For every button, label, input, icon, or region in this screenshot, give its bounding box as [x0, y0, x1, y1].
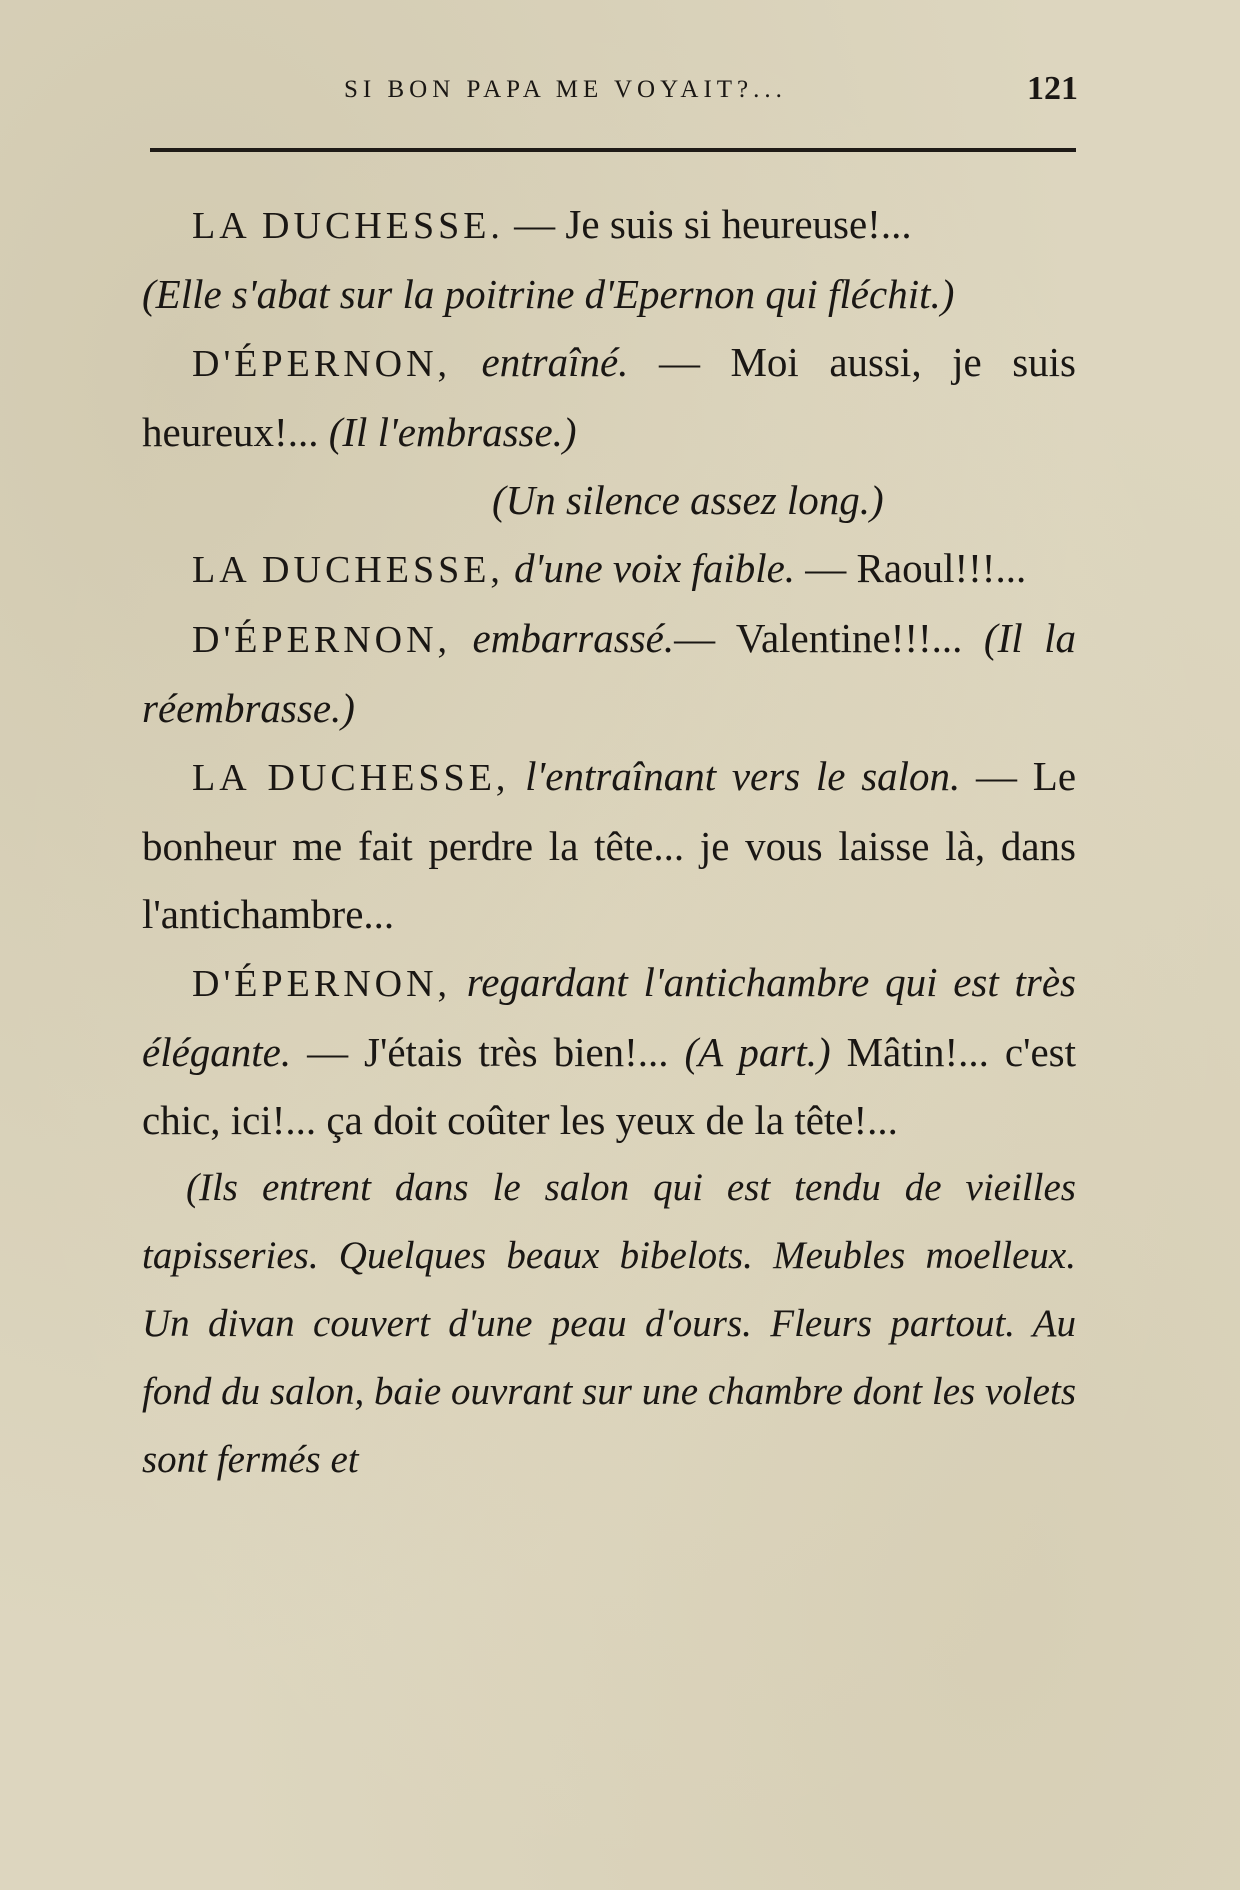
- speaker-direction: d'une voix faible.: [514, 545, 796, 591]
- speech-text: Le bonheur me fait perdre la tête... je vous laisse là, dans l'antichambre...: [142, 753, 1077, 937]
- speaker-name: D'ÉPERNON,: [192, 619, 452, 661]
- dialogue-line: [142, 328, 1076, 466]
- speech-text: Je suis si heureuse!...: [565, 201, 912, 247]
- stage-direction: (Un silence assez long.): [492, 477, 884, 523]
- speaker-direction: embarrassé.: [472, 615, 675, 661]
- dialogue-line: [142, 948, 1076, 1154]
- inline-stage-direction: (Il l'embrasse.): [328, 409, 577, 455]
- dash-separator: —: [628, 339, 731, 385]
- speaker-direction: regardant l'antichambre qui est très élégante.: [142, 959, 1077, 1075]
- speaker-name: D'ÉPERNON,: [192, 963, 452, 1005]
- stage-direction: (Elle s'abat sur la poitrine d'Epernon qui fléchit.): [142, 271, 955, 317]
- stage-direction: (Ils entrent dans le salon qui est tendu de vieilles tapisseries. Quelques beaux bibelots. Meubles moelleux. Un divan couvert d'une peau d'ours. Fleurs partout. Au fond du salon, baie ouvrant sur une chambre dont les volets sont fermés et: [142, 1166, 1076, 1481]
- text-body: [142, 190, 1076, 1494]
- dash-separator: —: [795, 545, 857, 591]
- speech-text: Moi aussi, je suis heureux!...: [142, 339, 1076, 455]
- dialogue-line: [142, 742, 1076, 948]
- speaker-name: LA DUCHESSE,: [192, 757, 510, 799]
- dash-separator: —: [674, 615, 736, 661]
- speech-text: Raoul!!!...: [856, 545, 1027, 591]
- dash-separator: —: [291, 1029, 365, 1075]
- speech-text: Valentine!!!...: [735, 615, 963, 661]
- dialogue-line: [142, 534, 1076, 604]
- speaker-direction: l'entraînant vers le salon.: [525, 753, 961, 799]
- speaker-name: LA DUCHESSE,: [192, 549, 504, 591]
- running-header: [148, 70, 1078, 118]
- inline-stage-direction: (A part.): [684, 1029, 831, 1075]
- running-title: SI BON PAPA ME VOYAIT?...: [344, 76, 787, 103]
- speech-text: J'étais très bien!...: [364, 1029, 669, 1075]
- speaker-name: LA DUCHESSE.: [192, 205, 504, 247]
- dash-separator: —: [503, 201, 566, 247]
- speech-text: Mâtin!... c'est chic, ici!... ça doit coûter les yeux de la tête!...: [142, 1029, 1076, 1143]
- header-rule: [150, 148, 1076, 152]
- page-number: 121: [1027, 70, 1078, 107]
- speaker-direction: entraîné.: [481, 339, 629, 385]
- dash-separator: —: [960, 753, 1033, 799]
- dialogue-line: [142, 190, 1076, 260]
- speaker-name: D'ÉPERNON,: [192, 343, 452, 385]
- inline-stage-direction: (Il la réembrasse.): [142, 615, 1077, 731]
- dialogue-line: [142, 604, 1076, 742]
